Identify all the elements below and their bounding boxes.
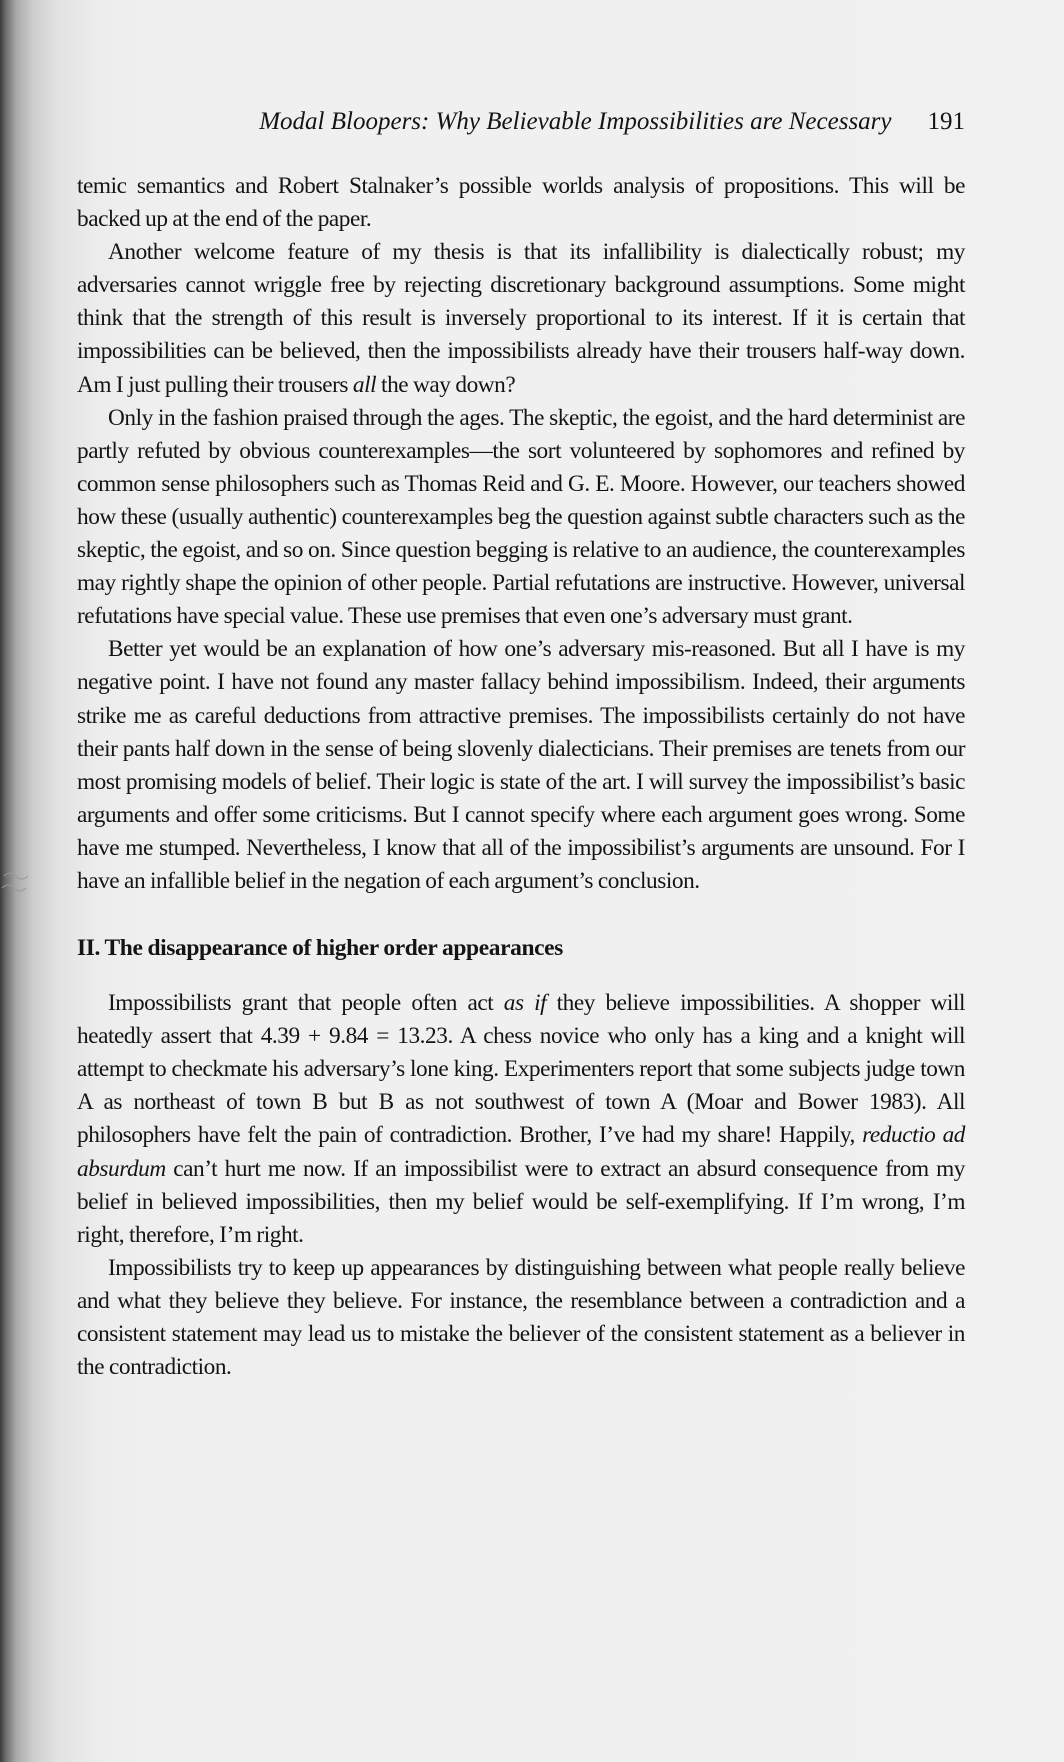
pre-section-paragraphs — [77, 170, 965, 898]
section-spacer — [77, 965, 965, 987]
paragraph — [77, 236, 965, 401]
text-run: Impossibilists try to keep up appearances by distinguishing between what people really believe and what they believe they believe. For instance, the resemblance between a contradiction and a consistent statement may lead us to mistake the believer of the consistent statement as a believer in the contradiction. — [77, 1254, 965, 1381]
italic-text: all — [352, 371, 377, 398]
text-run: temic semantics and Robert Stalnaker’s possible worlds analysis of propositions. This will be backed up at the end of the paper. — [77, 173, 965, 233]
book-page — [77, 108, 965, 1384]
paragraph — [77, 402, 965, 634]
running-title: Modal Bloopers: Why Believable Impossibilities are Necessary — [259, 108, 892, 135]
paragraph — [77, 170, 965, 236]
text-run: Better yet would be an explanation of how one’s adversary mis-reasoned. But all I have is my negative point. I have not found any master fallacy behind impossibilism. Indeed, their arguments strike me as careful deductions from attractive premises. The impossibilists certainly do not have their pants half down in the sense of being slovenly dialecticians. Their premises are tenets from our most promising models of belief. Their logic is state of the art. I will survey the impossibilist’s basic arguments and offer some criticisms. But I cannot specify where each argument goes wrong. Some have me stumped. Nevertheless, I know that all of the impossibilist’s arguments are unsound. For I have an infallible belief in the negation of each argument’s conclusion. — [77, 636, 965, 894]
body-text — [77, 170, 965, 1384]
text-run: the way down? — [376, 371, 516, 398]
text-run: Another welcome feature of my thesis is that its infallibility is dialectically robust; my adversaries cannot wriggle free by rejecting discretionary background assumptions. Some might think that the strength of this result is inversely proportional to its interest. If it is certain that impossibilities can be believed, then the impossibilists already have their trousers half-way down. Am I just pulling their trousers — [77, 239, 965, 398]
running-header — [77, 108, 965, 152]
text-run: Only in the fashion praised through the ages. The skeptic, the egoist, and the hard determinist are partly refuted by obvious counterexamples—the sort volunteered by sophomores and refined by common sense philosophers such as Thomas Reid and G. E. Moore. However, our teachers showed how these (usually authentic) counterexamples beg the question against subtle characters such as the skeptic, the egoist, and so on. Since question begging is relative to an audience, the counterexamples may rightly shape the opinion of other people. Partial refutations are instructive. However, universal refutations have special value. These use premises that even one’s adversary must grant. — [77, 404, 965, 630]
margin-pencil-mark — [0, 868, 36, 908]
section-heading: II. The disappearance of higher order appearances — [77, 935, 563, 962]
italic-text: as if — [503, 990, 547, 1017]
text-run: can’t hurt me now. If an impossibilist were to extract an absurd consequence from my belief in believed impossibilities, then my belief would be self-exemplifying. If I’m wrong, I’m right, therefore, I’m right. — [77, 1155, 965, 1248]
italic-text: reductio ad absurdum — [77, 1122, 965, 1182]
section-spacer — [77, 898, 965, 920]
text-run: Impossibilists grant that people often act — [108, 990, 504, 1017]
paragraph — [77, 1252, 965, 1384]
text-run: they believe impossibilities. A shopper will heatedly assert that 4.39 + 9.84 = 13.23. A chess novice who only has a king and a knight will attempt to checkmate his adversary’s lone king. Experimenters report that some subjects judge town A as northeast of town B but B as not southwest of town A (Moar and Bower 1983). All philosophers have felt the pain of contradiction. Brother, I’ve had my share! Happily, — [77, 990, 965, 1149]
page-number: 191 — [927, 108, 965, 135]
section-paragraphs — [77, 987, 965, 1384]
paragraph — [77, 633, 965, 898]
paragraph — [77, 987, 965, 1252]
